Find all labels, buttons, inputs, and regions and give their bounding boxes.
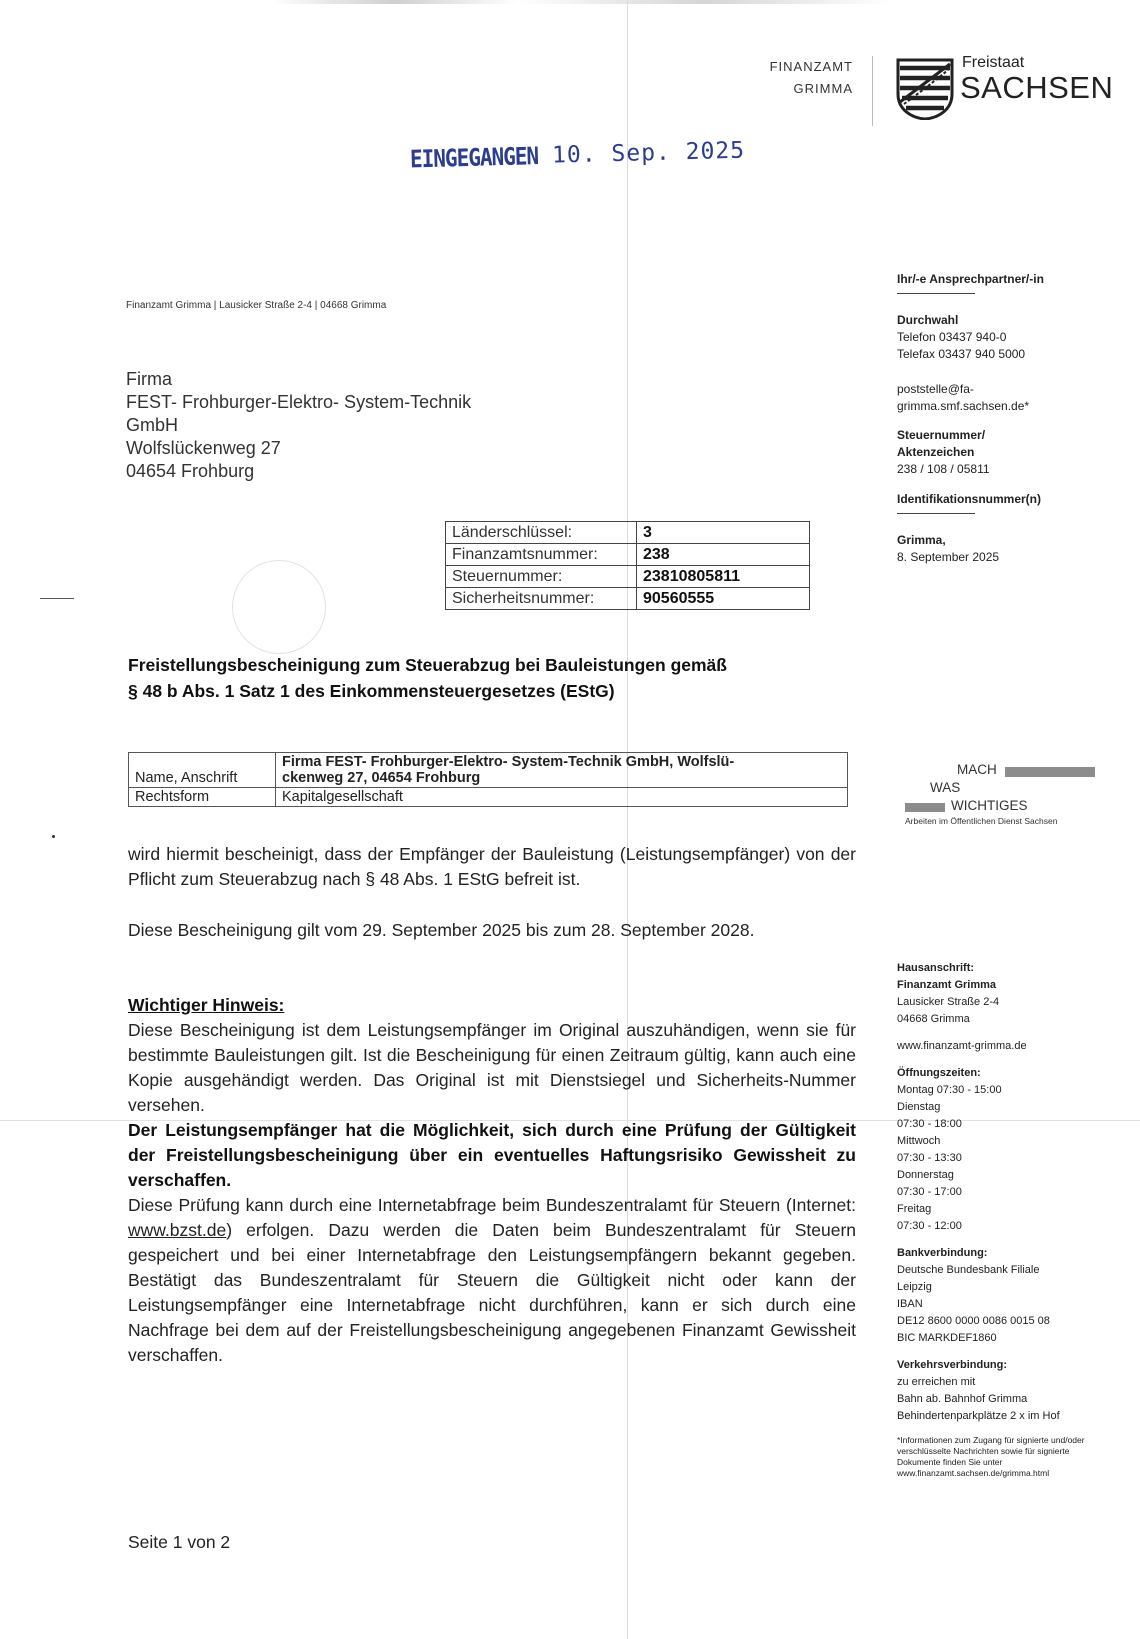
office-info: Hausanschrift: Finanzamt Grimma Lausicker Straße 2-4 04668 Grimma www.finanzamt-grimma.de Öffnungszeiten: Montag 07:30 - 15:00 Dienstag 07:30 - 18:00 Mittwoch 07:30 - 13:30 Donnerstag 07:30 - 17:00 Freitag 07:30 - 12:00 Bankverbindung: Deutsche Bundesbank Filiale Leipzig IBAN DE12 8600 0000 0086 0015 08 BIC MARKDEF1860 Verkehrsverbindung: zu erreichen mit Bahn ab. Bahnhof Grimma Behindertenparkplätze 2 x im Hof *Informationen zum Zugang für signierte und/oder verschlüsselte Nachrichten sowie für signierte Dokumente finden Sie unter www.finanzamt.sachsen.de/grimma.html [897, 960, 1107, 1479]
sender-line: Finanzamt Grimma | Lausicker Straße 2-4 | 04668 Grimma [126, 300, 387, 311]
scan-artifact-top [270, 0, 890, 4]
table-row: Steuernummer: 23810805811 [446, 566, 810, 588]
contact-block: Ihr/-e Ansprechpartner/-in Durchwahl Telefon 03437 940-0 Telefax 03437 940 5000 poststelle@fa- grimma.smf.sachsen.de* Steuernummer/ Aktenzeichen 238 / 108 / 05811 Identifikationsnummer(n) Grimma, 8. September 2025 [897, 272, 1044, 564]
scan-dot [52, 835, 55, 838]
notice-check-paragraph: Diese Prüfung kann durch eine Internetabfrage beim Bundeszentralamt für Steuern (Internet: www.bzst.de) erfolgen. Dazu werden die Daten beim Bundeszentralamt für Steuern gespeichert und bei einer Internetabfrage den Leistungsempfängern bekannt gegeben. Bestätigt das Bundeszentralamt für Steuern die Gültigkeit nicht oder kann der Leistungsempfänger eine Internetabfrage nicht durchführen, kann er sich durch eine Nachfrage bei dem auf der Freistellungsbescheinigung angegebenen Finanzamt Gewissheit verschaffen. [128, 1195, 856, 1365]
table-row: Name, Anschrift Firma FEST- Frohburger-Elektro- System-Technik GmbH, Wolfslü- ckenweg 27, 04654 Frohburg [129, 753, 848, 788]
entity-table [128, 752, 848, 807]
fax: Telefax 03437 940 5000 [897, 347, 1026, 361]
coat-of-arms-icon [896, 58, 954, 120]
tax-key-table [445, 521, 810, 610]
fold-line-vertical [627, 0, 628, 1639]
letter-date: 8. September 2025 [897, 550, 1000, 564]
recruitment-logo: MACH WAS WICHTIGES Arbeiten im Öffentlichen Dienst Sachsen [905, 758, 1105, 828]
page-title: Freistellungsbescheinigung zum Steuerabzug bei Bauleistungen gemäß § 48 b Abs. 1 Satz 1 des Einkommensteuergesetzes (EStG) [128, 655, 727, 701]
faint-seal-imprint [232, 560, 326, 654]
table-row: Finanzamtsnummer: 238 [446, 544, 810, 566]
authority-name: FINANZAMT GRIMMA [769, 59, 853, 96]
notice-paragraph: Diese Bescheinigung ist dem Leistungsempfänger im Original auszuhändigen, wenn sie für bestimmte Bauleistungen gilt. Ist die Bescheinigung für einen Zeitraum gültig, kann auch eine Kopie ausgehändigt werden. Das Original ist mit Dienstsiegel und Sicherheits-Nummer versehen. [128, 1020, 856, 1115]
notice-heading: Wichtiger Hinweis: [128, 995, 285, 1015]
table-row: Sicherheitsnummer: 90560555 [446, 588, 810, 610]
validity-statement: Diese Bescheinigung gilt vom 29. September 2025 bis zum 28. September 2028. [128, 920, 755, 940]
file-number: 238 / 108 / 05811 [897, 462, 990, 476]
id-number-label: Identifikationsnummer(n) [897, 492, 1042, 506]
received-stamp [410, 138, 746, 173]
logo-bar [905, 803, 945, 812]
state-label: Freistaat [962, 54, 1025, 71]
state-name: SACHSEN [960, 70, 1114, 105]
website-link[interactable]: www.finanzamt-grimma.de [897, 1040, 1027, 1052]
table-row: Rechtsform Kapitalgesellschaft [129, 788, 848, 807]
stamp-word: EINGEGANGEN [409, 142, 539, 174]
contact-heading: Ihr/-e Ansprechpartner/-in [897, 272, 1044, 286]
exemption-statement: wird hiermit bescheinigt, dass der Empfänger der Bauleistung (Leistungsempfänger) von der Pflicht zum Steuerabzug nach § 48 Abs. 1 EStG befreit ist. [128, 844, 856, 889]
punch-mark [40, 598, 74, 599]
phone: Telefon 03437 940-0 [897, 330, 1007, 344]
logo-bar [1005, 767, 1095, 777]
iban: DE12 8600 0000 0086 0015 08 [897, 1315, 1050, 1327]
footnote: *Informationen zum Zugang für signierte und/oder verschlüsselte Nachrichten sowie für signierte Dokumente finden Sie unter www.finanzamt.sachsen.de/grimma.html [897, 1435, 1085, 1478]
bic: BIC MARKDEF1860 [897, 1332, 997, 1344]
stamp-date: 10. Sep. 2025 [551, 137, 746, 169]
recipient-address: Firma FEST- Frohburger-Elektro- System-Technik GmbH Wolfslückenweg 27 04654 Frohburg [126, 369, 472, 481]
page-number: Seite 1 von 2 [128, 1532, 231, 1552]
notice-bold-paragraph: Der Leistungsempfänger hat die Möglichkeit, sich durch eine Prüfung der Gültigkeit der Freistellungsbescheinigung über ein eventuelles Haftungsrisiko Gewissheit zu verschaffen. [128, 1120, 856, 1190]
header-divider [872, 56, 873, 126]
table-row: Länderschlüssel: 3 [446, 522, 810, 544]
important-notice [128, 993, 856, 1368]
email[interactable]: poststelle@fa- grimma.smf.sachsen.de* [897, 382, 1030, 413]
bzst-link[interactable]: www.bzst.de [128, 1220, 227, 1240]
